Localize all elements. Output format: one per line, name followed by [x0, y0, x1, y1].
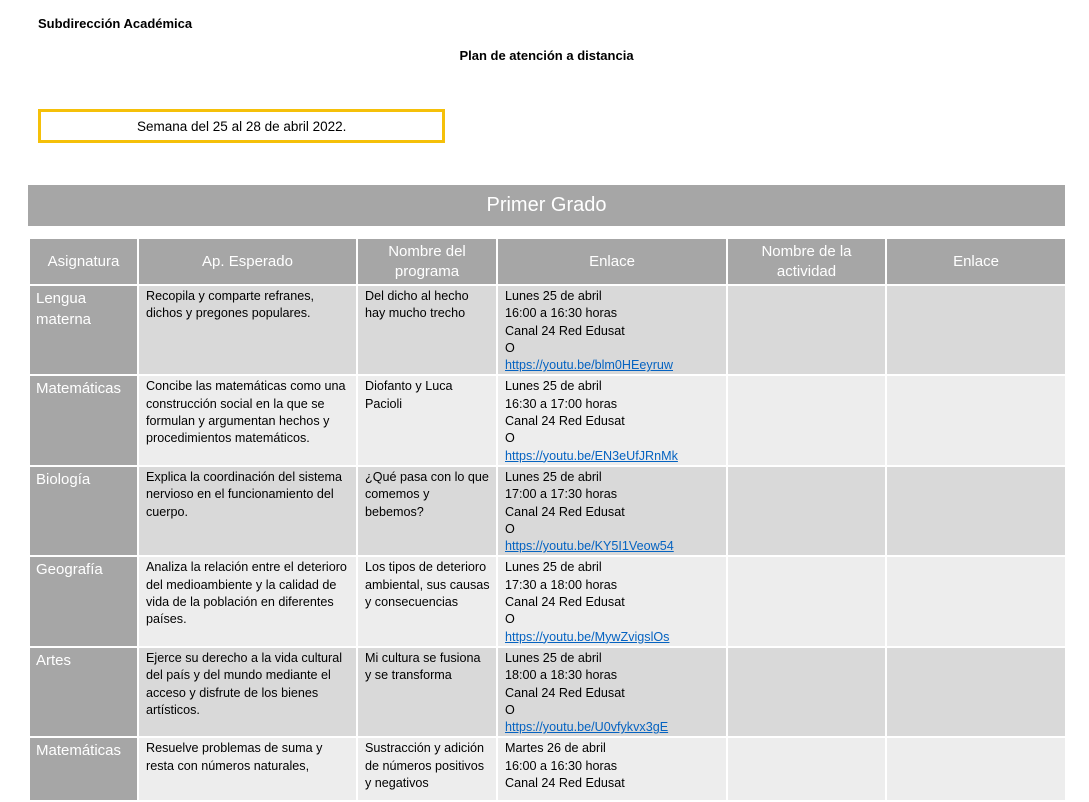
- link-cell: [497, 647, 727, 737]
- expected-cell: Resuelve problemas de suma y resta con números naturales,: [138, 737, 357, 801]
- schedule-table: [28, 239, 1067, 802]
- subject-cell: Lengua materna: [29, 285, 138, 375]
- table-row: [29, 466, 1066, 556]
- column-header-expected: Ap. Esperado: [138, 239, 357, 285]
- broadcast-day: Lunes 25 de abril: [505, 469, 602, 484]
- or-separator: O: [505, 612, 515, 627]
- youtube-link[interactable]: https://youtu.be/U0vfykvx3gE: [505, 720, 669, 735]
- youtube-link[interactable]: https://youtu.be/MywZvigslOs: [505, 629, 670, 644]
- activity-link-cell: [886, 285, 1066, 375]
- program-cell: Sustracción y adición de números positivos y negativos: [357, 737, 497, 801]
- table-row: [29, 285, 1066, 375]
- subject-cell: Matemáticas: [29, 375, 138, 465]
- week-box: [38, 109, 445, 143]
- or-separator: O: [505, 340, 515, 355]
- document-title: Plan de atención a distancia: [459, 48, 634, 63]
- activity-cell: [727, 285, 886, 375]
- youtube-link[interactable]: https://youtu.be/KY5I1Veow54: [505, 539, 674, 554]
- activity-cell: [727, 737, 886, 801]
- broadcast-time: 16:00 a 16:30 horas: [505, 758, 618, 773]
- program-cell: Del dicho al hecho hay mucho trecho: [357, 285, 497, 375]
- or-separator: O: [505, 431, 515, 446]
- program-cell: Los tipos de deterioro ambiental, sus causas y consecuencias: [357, 556, 497, 646]
- broadcast-channel: Canal 24 Red Edusat: [505, 414, 625, 429]
- broadcast-day: Lunes 25 de abril: [505, 289, 602, 303]
- link-cell: [497, 466, 727, 556]
- organization-name: Subdirección Académica: [38, 16, 193, 31]
- link-cell: [497, 556, 727, 646]
- activity-link-cell: [886, 737, 1066, 801]
- broadcast-time: 16:30 a 17:00 horas: [505, 396, 618, 411]
- subject-cell: Matemáticas: [29, 737, 138, 801]
- subject-cell: Geografía: [29, 556, 138, 646]
- expected-cell: Explica la coordinación del sistema nervioso en el funcionamiento del cuerpo.: [138, 466, 357, 556]
- grade-banner: [28, 185, 1065, 226]
- broadcast-day: Lunes 25 de abril: [505, 379, 602, 394]
- broadcast-time: 17:30 a 18:00 horas: [505, 577, 618, 592]
- broadcast-day: Martes 26 de abril: [505, 741, 606, 756]
- or-separator: O: [505, 702, 515, 717]
- table-row: [29, 375, 1066, 465]
- broadcast-channel: Canal 24 Red Edusat: [505, 504, 625, 519]
- table-header-row: [29, 239, 1066, 285]
- broadcast-channel: Canal 24 Red Edusat: [505, 776, 625, 791]
- grade-title: Primer Grado: [486, 194, 607, 216]
- week-label: Semana del 25 al 28 de abril 2022.: [137, 118, 347, 134]
- program-cell: ¿Qué pasa con lo que comemos y bebemos?: [357, 466, 497, 556]
- or-separator: O: [505, 521, 515, 536]
- table-row: [29, 737, 1066, 801]
- activity-cell: [727, 647, 886, 737]
- activity-cell: [727, 556, 886, 646]
- expected-cell: Recopila y comparte refranes, dichos y pregones populares.: [138, 285, 357, 375]
- broadcast-day: Lunes 25 de abril: [505, 560, 602, 575]
- column-header-activity: Nombre de la actividad: [727, 239, 886, 285]
- table-row: [29, 556, 1066, 646]
- table-row: [29, 647, 1066, 737]
- column-header-program: Nombre del programa: [357, 239, 497, 285]
- activity-link-cell: [886, 556, 1066, 646]
- expected-cell: Ejerce su derecho a la vida cultural del país y del mundo mediante el acceso y disfrute de los bienes artísticos.: [138, 647, 357, 737]
- expected-cell: Concibe las matemáticas como una construcción social en la que se formulan y argumentan hechos y procedimientos matemáticos.: [138, 375, 357, 465]
- broadcast-channel: Canal 24 Red Edusat: [505, 595, 625, 610]
- activity-link-cell: [886, 466, 1066, 556]
- expected-cell: Analiza la relación entre el deterioro del medioambiente y la calidad de vida de la población en diferentes países.: [138, 556, 357, 646]
- subject-cell: Biología: [29, 466, 138, 556]
- broadcast-channel: Canal 24 Red Edusat: [505, 323, 625, 338]
- program-cell: Mi cultura se fusiona y se transforma: [357, 647, 497, 737]
- activity-link-cell: [886, 375, 1066, 465]
- column-header-subject: Asignatura: [29, 239, 138, 285]
- link-cell: [497, 375, 727, 465]
- broadcast-time: 17:00 a 17:30 horas: [505, 487, 618, 502]
- broadcast-time: 16:00 a 16:30 horas: [505, 306, 618, 321]
- column-header-link: Enlace: [497, 239, 727, 285]
- column-header-activity-link: Enlace: [886, 239, 1066, 285]
- activity-cell: [727, 466, 886, 556]
- activity-link-cell: [886, 647, 1066, 737]
- youtube-link[interactable]: https://youtu.be/blm0HEeyruw: [505, 358, 673, 373]
- activity-cell: [727, 375, 886, 465]
- broadcast-time: 18:00 a 18:30 horas: [505, 668, 618, 683]
- link-cell: [497, 737, 727, 801]
- broadcast-day: Lunes 25 de abril: [505, 650, 602, 665]
- program-cell: Diofanto y Luca Pacioli: [357, 375, 497, 465]
- youtube-link[interactable]: https://youtu.be/EN3eUfJRnMk: [505, 448, 678, 463]
- broadcast-channel: Canal 24 Red Edusat: [505, 685, 625, 700]
- subject-cell: Artes: [29, 647, 138, 737]
- link-cell: [497, 285, 727, 375]
